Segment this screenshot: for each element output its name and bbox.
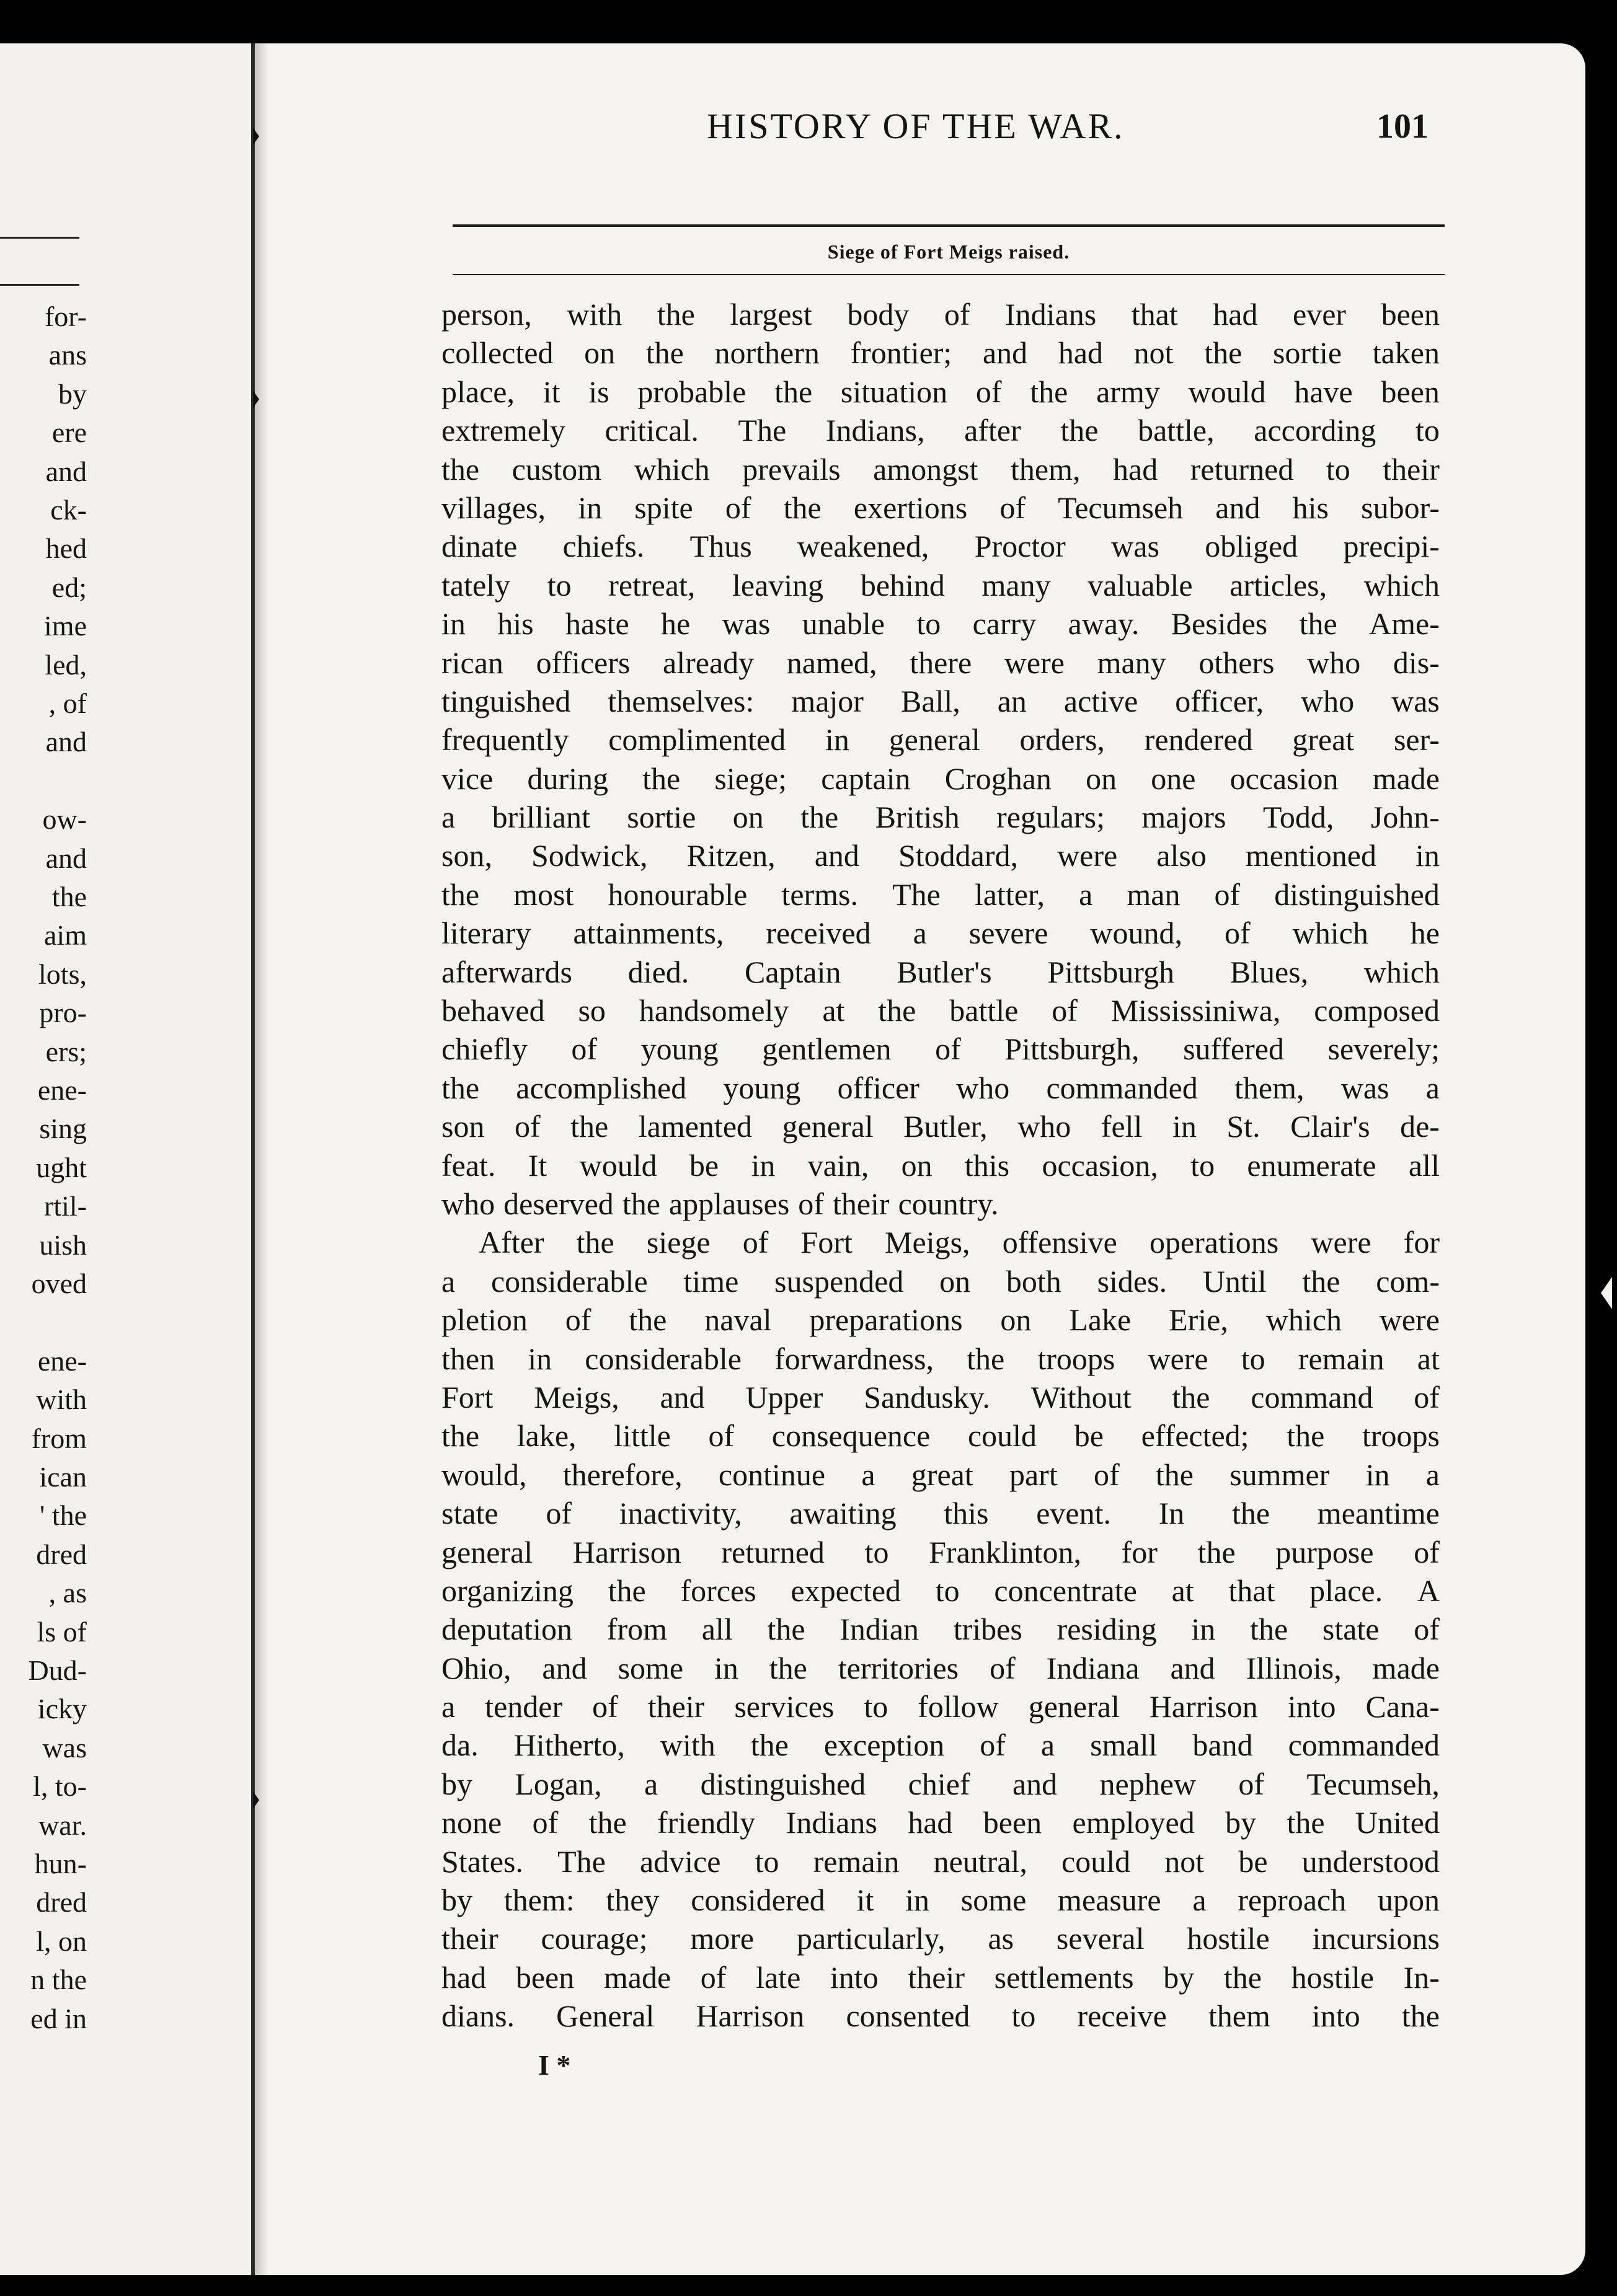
- text-line: son of the lamented general Butler, who fell in St. Clair's de-: [441, 1109, 1440, 1144]
- text-line: behaved so handsomely at the battle of Mississiniwa, composed: [441, 993, 1440, 1028]
- text-line: state of inactivity, awaiting this event. In the meantime: [441, 1496, 1440, 1531]
- text-line: person, with the largest body of Indians that had ever been: [441, 297, 1440, 332]
- section-caption: Siege of Fort Meigs raised.: [827, 241, 1070, 263]
- text-line: tately to retreat, leaving behind many valuable articles, which: [441, 567, 1440, 603]
- left-page-line-fragment: icky: [37, 1693, 87, 1725]
- left-page-rule: [0, 237, 79, 239]
- left-page-line-fragment: ene-: [37, 1344, 87, 1377]
- text-line: the lake, little of consequence could be effected; the troops: [441, 1418, 1440, 1454]
- left-page-line-fragment: aim: [44, 919, 87, 952]
- running-head: [453, 105, 1457, 161]
- text-line: extremely critical. The Indians, after the battle, according to: [441, 413, 1440, 448]
- left-page-line-fragment: ught: [36, 1151, 87, 1183]
- left-page-line-fragment: , of: [48, 687, 87, 719]
- text-line: chiefly of young gentlemen of Pittsburgh, suffered severely;: [441, 1031, 1440, 1067]
- text-line: Ohio, and some in the territories of Indiana and Illinois, made: [441, 1650, 1440, 1685]
- text-line: vice during the siege; captain Croghan on one occasion made: [441, 761, 1440, 796]
- left-page-line-fragment: and: [45, 726, 87, 758]
- text-line: collected on the northern frontier; and had not the sortie taken: [441, 335, 1440, 371]
- text-line: by them: they considered it in some measure a reproach upon: [441, 1883, 1440, 1918]
- text-line: their courage; more particularly, as several hostile incursions: [441, 1921, 1440, 1956]
- text-line: da. Hitherto, with the exception of a small band commanded: [441, 1728, 1440, 1763]
- text-line: son, Sodwick, Ritzen, and Stoddard, were also mentioned in: [441, 838, 1440, 873]
- text-line: a brilliant sortie on the British regulars; majors Todd, John-: [441, 800, 1440, 835]
- text-line: in his haste he was unable to carry away. Besides the Ame-: [441, 606, 1440, 642]
- left-page-line-fragment: from: [31, 1422, 87, 1454]
- left-page-line-fragment: war.: [38, 1809, 87, 1841]
- text-line: organizing the forces expected to concentrate at that place. A: [441, 1573, 1440, 1608]
- text-line: place, it is probable the situation of the army would have been: [441, 374, 1440, 409]
- left-page-line-fragment: dred: [36, 1538, 87, 1570]
- text-line: the most honourable terms. The latter, a man of distinguished: [441, 876, 1440, 912]
- text-line: general Harrison returned to Franklinton, for the purpose of: [441, 1534, 1440, 1570]
- running-title: HISTORY OF THE WAR.: [707, 106, 1125, 146]
- left-page-line-fragment: ed in: [30, 2002, 87, 2034]
- text-line: would, therefore, continue a great part of the summer in a: [441, 1457, 1440, 1492]
- binding-thread-mark: [253, 1791, 259, 1809]
- binding-thread-mark: [253, 391, 259, 408]
- page-edge-tab: [1601, 1277, 1612, 1309]
- text-line: the custom which prevails amongst them, had returned to their: [441, 451, 1440, 487]
- left-page-line-fragment: ime: [44, 610, 87, 642]
- text-line: States. The advice to remain neutral, could not be understood: [441, 1843, 1440, 1879]
- text-line: dians. General Harrison consented to receive them into the: [441, 1998, 1440, 2034]
- text-line: a tender of their services to follow general Harrison into Cana-: [441, 1689, 1440, 1724]
- left-page-line-fragment: lots,: [38, 958, 87, 990]
- left-page-line-fragment: Dud-: [28, 1654, 87, 1686]
- left-page-line-fragment: sing: [39, 1113, 87, 1145]
- left-page-line-fragment: and: [45, 842, 87, 874]
- left-page-line-fragment: n the: [30, 1964, 87, 1996]
- left-page-line-fragment: by: [58, 378, 87, 410]
- text-line: pletion of the naval preparations on Lake Erie, which were: [441, 1302, 1440, 1338]
- text-line: afterwards died. Captain Butler's Pittsburgh Blues, which: [441, 954, 1440, 989]
- left-page-line-fragment: ene-: [37, 1074, 87, 1106]
- text-line: by Logan, a distinguished chief and nephew of Tecumseh,: [441, 1766, 1440, 1801]
- left-page-line-fragment: pro-: [39, 997, 87, 1029]
- text-line: the accomplished young officer who commanded them, was a: [441, 1070, 1440, 1105]
- left-page-line-fragment: for-: [44, 301, 87, 332]
- binding-thread-mark: [253, 128, 259, 145]
- left-page-line-fragment: oved: [31, 1268, 87, 1299]
- left-page-line-fragment: and: [45, 455, 87, 487]
- header-rule: [453, 224, 1445, 227]
- left-page-line-fragment: ' the: [40, 1499, 87, 1532]
- binding-shadow: [255, 43, 268, 2275]
- text-line: tinguished themselves: major Ball, an active officer, who was: [441, 683, 1440, 718]
- left-page-line-fragment: the: [51, 881, 87, 912]
- left-page-line-fragment: , as: [48, 1577, 87, 1609]
- page-number: 101: [1376, 107, 1429, 146]
- left-page-line-fragment: l, on: [36, 1925, 87, 1957]
- left-page-line-fragment: ans: [48, 339, 87, 371]
- text-line: who deserved the applauses of their country.: [441, 1186, 999, 1221]
- left-page-line-fragment: ers;: [45, 1035, 87, 1067]
- left-page-line-fragment: hed: [45, 532, 87, 565]
- text-line: feat. It would be in vain, on this occasion, to enumerate all: [441, 1147, 1440, 1183]
- text-line: dinate chiefs. Thus weakened, Proctor was obliged precipi-: [441, 529, 1440, 564]
- text-line: Fort Meigs, and Upper Sandusky. Without the command of: [441, 1379, 1440, 1415]
- body-text: [441, 295, 1440, 2036]
- text-line: none of the friendly Indians had been employed by the United: [441, 1805, 1440, 1840]
- text-line: had been made of late into their settlements by the hostile In-: [441, 1959, 1440, 1995]
- left-page-rule: [0, 284, 79, 286]
- left-page-line-fragment: uish: [39, 1229, 87, 1261]
- text-line: After the siege of Fort Meigs, offensive operations were for: [479, 1225, 1440, 1260]
- left-page-line-fragment: ed;: [51, 571, 87, 603]
- text-line: deputation from all the Indian tribes residing in the state of: [441, 1612, 1440, 1647]
- left-page-line-fragment: ow-: [42, 803, 87, 836]
- text-line: villages, in spite of the exertions of Tecumseh and his subor-: [441, 490, 1440, 525]
- text-line: frequently complimented in general orders, rendered great ser-: [441, 722, 1440, 757]
- left-page-line-fragment: ere: [51, 417, 87, 449]
- left-page-fragment: [0, 43, 251, 2275]
- text-line: a considerable time suspended on both sides. Until the com-: [441, 1263, 1440, 1299]
- left-page-line-fragment: l, to-: [33, 1770, 87, 1803]
- left-page-line-fragment: hun-: [34, 1848, 87, 1879]
- text-line: rican officers already named, there were many others who dis-: [441, 645, 1440, 680]
- caption-rule: [453, 274, 1445, 275]
- left-page-line-fragment: ls of: [37, 1615, 87, 1648]
- left-page-line-fragment: rtil-: [44, 1190, 87, 1222]
- signature-mark: I *: [538, 2049, 571, 2081]
- left-page-line-fragment: dred: [36, 1886, 87, 1918]
- left-page-line-fragment: ican: [39, 1461, 87, 1493]
- left-page-line-fragment: with: [36, 1384, 87, 1416]
- left-page-line-fragment: led,: [45, 648, 87, 681]
- left-page-line-fragment: ck-: [50, 494, 87, 526]
- left-page-line-fragment: was: [42, 1731, 87, 1764]
- text-line: literary attainments, received a severe wound, of which he: [441, 916, 1440, 951]
- text-line: then in considerable forwardness, the troops were to remain at: [441, 1341, 1440, 1376]
